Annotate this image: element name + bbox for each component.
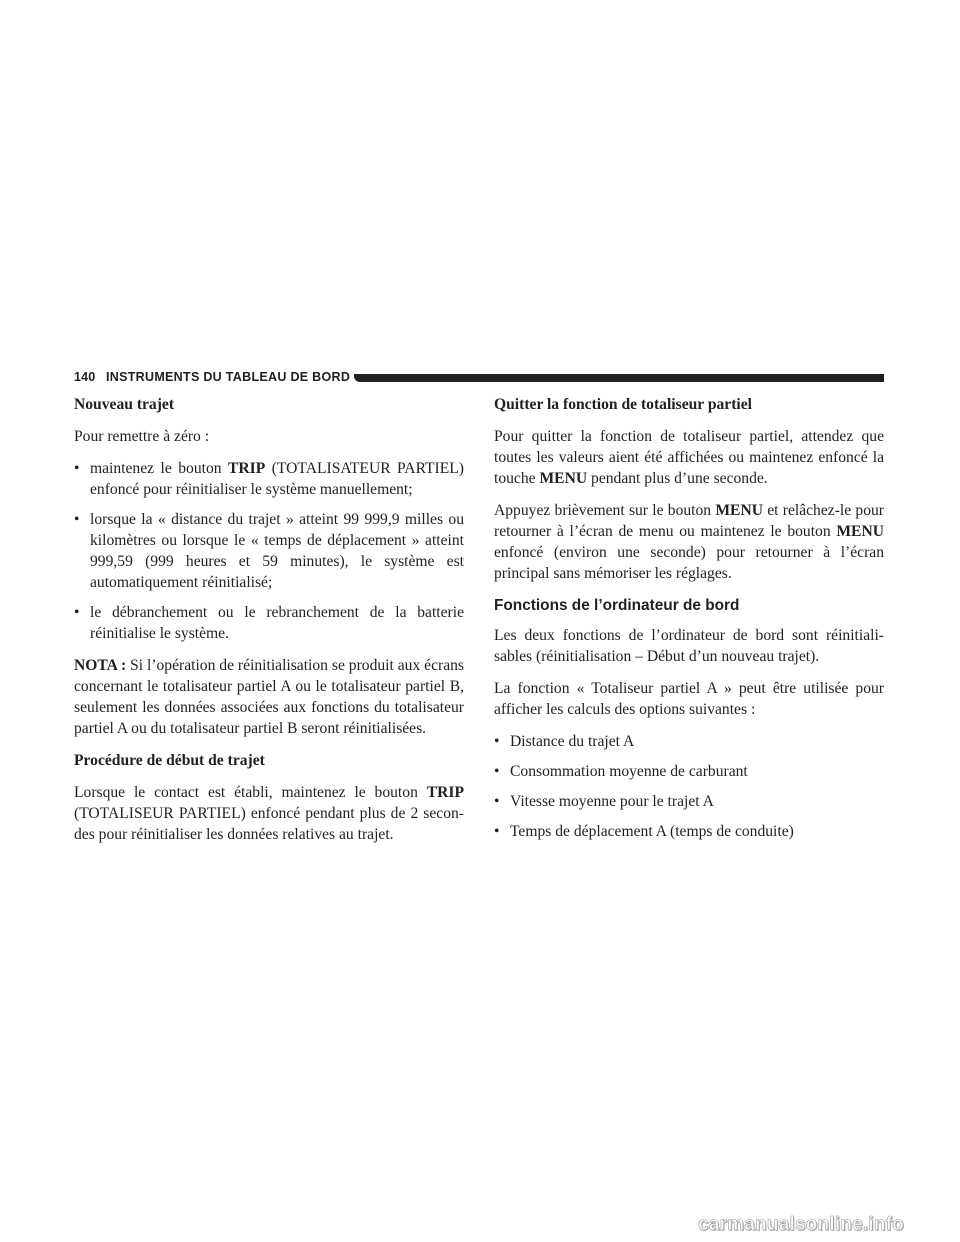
bullet-icon: • — [494, 793, 500, 810]
heading-nouveau-trajet: Nouveau trajet — [74, 396, 175, 413]
intro-text: Pour remettre à zéro : — [74, 428, 210, 445]
option-text: Vitesse moyenne pour le trajet A — [510, 793, 714, 810]
start-procedure-text — [74, 782, 464, 845]
list-item — [494, 791, 884, 812]
text-span: Lorsque le contact est établi, maintenez le bouton — [74, 784, 427, 801]
list-item — [74, 509, 464, 593]
trip-keyword: TRIP — [426, 784, 464, 801]
bullet-text: lorsque la « distance du trajet » atteint 99 999,9 milles ou kilomètres ou lorsque le « temps de déplacement » atteint 999,59 (999 heures et 59 minutes), le système est automatiquement réinitialisé; — [90, 511, 464, 591]
bullet-icon: • — [494, 733, 500, 750]
bullet-text: le débranchement ou le rebranchement de la batterie réinitialise le système. — [90, 604, 464, 642]
quit-paragraph — [494, 426, 884, 489]
note-text: Si l’opération de réinitialisation se produit aux écrans concernant le totalisateur partiel A ou le totalisateur partiel B, seulement les données associées aux fonctions du totalisateur partiel A ou du totalisateur partiel B seront réinitialisées. — [74, 657, 464, 737]
list-item — [494, 761, 884, 782]
heading-fonctions-ordinateur: Fonctions de l’ordinateur de bord — [494, 597, 740, 614]
right-column — [494, 394, 884, 853]
note-label: NOTA : — [74, 657, 127, 674]
menu-keyword: MENU — [715, 502, 763, 519]
menu-keyword: MENU — [539, 470, 588, 487]
option-text: Temps de déplacement A (temps de conduite) — [510, 823, 794, 840]
text-span: pendant plus d’une seconde. — [587, 470, 768, 487]
trip-a-paragraph: La fonction « Totaliseur partiel A » peut être utilisée pour afficher les calculs des options suivantes : — [494, 680, 884, 718]
bullet-icon: • — [74, 604, 80, 621]
menu-paragraph — [494, 500, 884, 584]
list-item — [494, 821, 884, 842]
note-paragraph — [74, 655, 464, 739]
bullet-text: (TOTALISATEUR PARTIEL) enfoncé pour réinitialiser le système manuellement; — [90, 460, 464, 498]
bullet-text: maintenez le bouton — [90, 460, 229, 477]
list-item — [74, 458, 464, 500]
text-span: (TOTALISEUR PARTIEL) enfoncé pendant plus de 2 secon-des pour réinitialiser les données relatives au trajet. — [74, 805, 464, 843]
reset-bullet-list — [74, 458, 464, 644]
page-header — [74, 368, 884, 390]
heading-quitter: Quitter la fonction de totaliseur partiel — [494, 396, 752, 413]
options-bullet-list — [494, 731, 884, 842]
trip-keyword: TRIP — [228, 460, 266, 477]
text-span: et relâchez-le pour retourner à l’écran de menu ou maintenez le bouton — [494, 502, 884, 540]
list-item — [494, 731, 884, 752]
text-span: Appuyez brièvement sur le bouton — [494, 502, 716, 519]
bullet-icon: • — [74, 460, 80, 477]
option-text: Distance du trajet A — [510, 733, 635, 750]
watermark: carmanualsonline.info — [698, 1214, 904, 1235]
option-text: Consommation moyenne de carburant — [510, 763, 748, 780]
bullet-icon: • — [494, 763, 500, 780]
heading-debut-trajet: Procédure de début de trajet — [74, 752, 265, 769]
bullet-icon: • — [494, 823, 500, 840]
section-title: INSTRUMENTS DU TABLEAU DE BORD — [106, 370, 351, 384]
functions-paragraph: Les deux fonctions de l’ordinateur de bord sont réinitiali-sables (réinitialisation – Début d’un nouveau trajet). — [494, 627, 884, 665]
page-number: 140 — [74, 370, 96, 384]
header-rule — [354, 374, 884, 382]
list-item — [74, 602, 464, 644]
bullet-icon: • — [74, 511, 80, 528]
menu-keyword: MENU — [836, 523, 884, 540]
left-column — [74, 394, 464, 856]
text-span: enfoncé (environ une seconde) pour retourner à l’écran principal sans mémoriser les réglages. — [494, 544, 884, 582]
text-span: Pour quitter la fonction de totaliseur partiel, attendez que toutes les valeurs aient été affichées ou maintenez enfoncé la touche — [494, 428, 884, 487]
